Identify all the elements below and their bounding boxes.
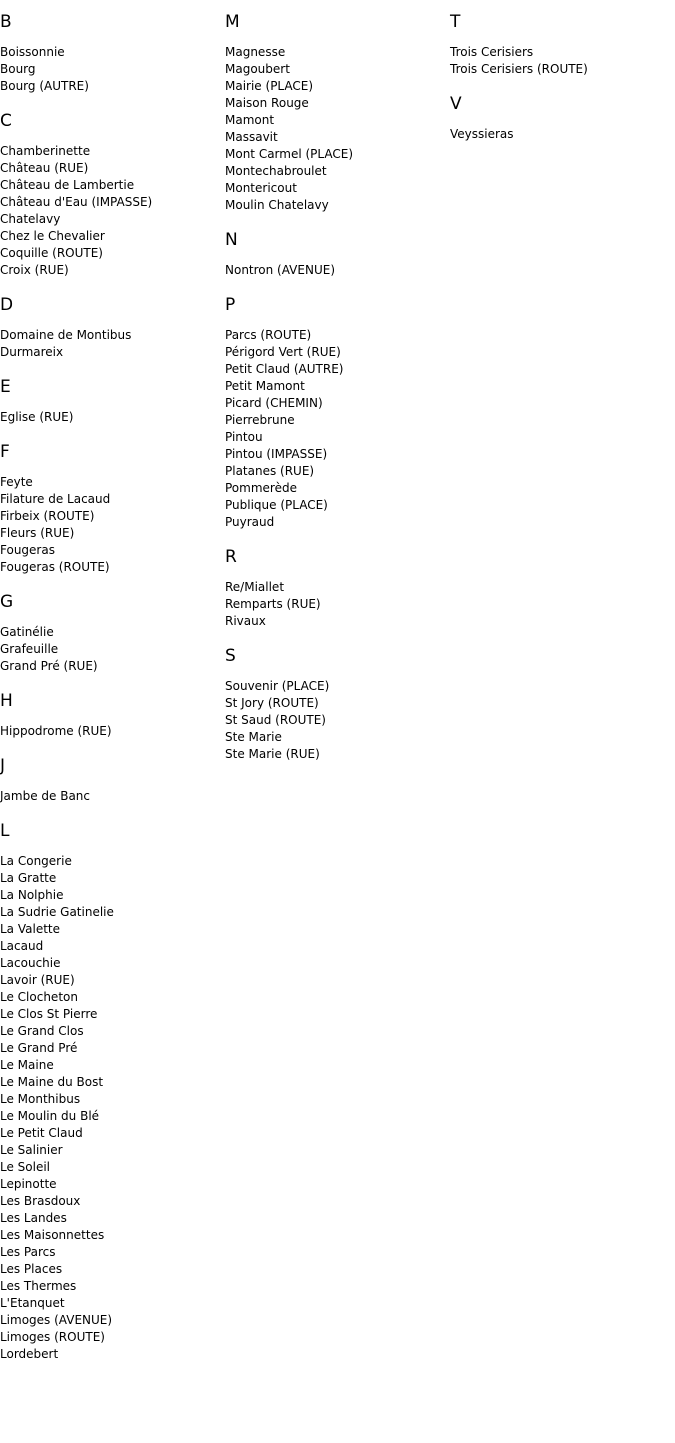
street-item xyxy=(0,474,225,491)
street-list xyxy=(0,474,225,576)
street-item xyxy=(225,112,450,129)
street-item xyxy=(225,163,450,180)
letter-heading: B xyxy=(0,12,12,32)
street-item xyxy=(225,497,450,514)
letter-heading: R xyxy=(225,547,237,567)
street-link-chatelavy[interactable]: Chatelavy xyxy=(0,212,61,226)
street-item xyxy=(225,613,450,630)
street-item xyxy=(225,44,450,61)
street-item xyxy=(0,1006,225,1023)
street-link-maison-rouge[interactable]: Maison Rouge xyxy=(225,96,309,110)
letter-group-c xyxy=(0,109,225,279)
letter-heading: P xyxy=(225,295,236,315)
street-link-le-salinier[interactable]: Le Salinier xyxy=(0,1143,63,1157)
street-item xyxy=(0,1176,225,1193)
street-item xyxy=(0,904,225,921)
street-item xyxy=(0,887,225,904)
street-link-souvenir-place[interactable]: Souvenir (PLACE) xyxy=(225,679,330,693)
street-list xyxy=(225,327,450,531)
street-link-st-saud-route[interactable]: St Saud (ROUTE) xyxy=(225,713,326,727)
street-link-mairie-place[interactable]: Mairie (PLACE) xyxy=(225,79,314,93)
street-link-le-grand-clos[interactable]: Le Grand Clos xyxy=(0,1024,84,1038)
letter-group-d xyxy=(0,293,225,361)
street-link-les-brasdoux[interactable]: Les Brasdoux xyxy=(0,1194,81,1208)
street-link-grafeuille[interactable]: Grafeuille xyxy=(0,642,59,656)
street-link-bourg-autre[interactable]: Bourg (AUTRE) xyxy=(0,79,89,93)
street-list xyxy=(0,44,225,95)
street-link-montechabroulet[interactable]: Montechabroulet xyxy=(225,164,327,178)
street-item xyxy=(225,678,450,695)
letter-heading: S xyxy=(225,646,236,666)
letter-heading: D xyxy=(0,295,14,315)
street-item xyxy=(225,480,450,497)
street-link-hippodrome-rue[interactable]: Hippodrome (RUE) xyxy=(0,724,112,738)
street-item xyxy=(225,429,450,446)
street-list xyxy=(225,579,450,630)
letter-heading: T xyxy=(450,12,461,32)
street-item xyxy=(0,658,225,675)
street-link-les-places[interactable]: Les Places xyxy=(0,1262,63,1276)
street-item xyxy=(225,78,450,95)
street-item xyxy=(225,146,450,163)
street-item xyxy=(0,78,225,95)
letter-group-r xyxy=(225,545,450,630)
letter-heading: C xyxy=(0,111,12,131)
street-item xyxy=(225,695,450,712)
street-item xyxy=(0,525,225,542)
street-item xyxy=(450,126,675,143)
street-link-jambe-de-banc[interactable]: Jambe de Banc xyxy=(0,789,90,803)
street-item xyxy=(0,508,225,525)
street-link-mont-carmel-place[interactable]: Mont Carmel (PLACE) xyxy=(225,147,354,161)
street-link-le-clocheton[interactable]: Le Clocheton xyxy=(0,990,78,1004)
street-item xyxy=(0,1193,225,1210)
street-item xyxy=(225,197,450,214)
street-link-l-etanquet[interactable]: L'Etanquet xyxy=(0,1296,65,1310)
street-item xyxy=(225,712,450,729)
street-link-platanes-rue[interactable]: Platanes (RUE) xyxy=(225,464,315,478)
street-item xyxy=(0,542,225,559)
index-column-2 xyxy=(225,10,450,777)
street-item xyxy=(450,44,675,61)
street-item xyxy=(0,853,225,870)
street-link-chateau-rue[interactable]: Château (RUE) xyxy=(0,161,89,175)
street-link-parcs-route[interactable]: Parcs (ROUTE) xyxy=(225,328,312,342)
street-link-les-landes[interactable]: Les Landes xyxy=(0,1211,67,1225)
street-item xyxy=(0,245,225,262)
street-item xyxy=(225,412,450,429)
street-link-pintou[interactable]: Pintou xyxy=(225,430,263,444)
letter-group-h xyxy=(0,689,225,740)
street-item xyxy=(225,463,450,480)
street-item xyxy=(225,746,450,763)
street-item xyxy=(0,989,225,1006)
street-item xyxy=(450,61,675,78)
street-link-grand-pre-rue[interactable]: Grand Pré (RUE) xyxy=(0,659,98,673)
street-item xyxy=(0,788,225,805)
street-item xyxy=(0,1091,225,1108)
street-item xyxy=(0,1023,225,1040)
street-link-nontron-avenue[interactable]: Nontron (AVENUE) xyxy=(225,263,335,277)
street-link-les-maisonnettes[interactable]: Les Maisonnettes xyxy=(0,1228,105,1242)
letter-heading: L xyxy=(0,821,10,841)
street-link-magoubert[interactable]: Magoubert xyxy=(225,62,290,76)
street-item xyxy=(0,921,225,938)
street-list xyxy=(450,126,675,143)
street-link-pommerede[interactable]: Pommerède xyxy=(225,481,297,495)
letter-group-g xyxy=(0,590,225,675)
street-link-lavoir-rue[interactable]: Lavoir (RUE) xyxy=(0,973,75,987)
street-link-fleurs-rue[interactable]: Fleurs (RUE) xyxy=(0,526,75,540)
street-link-ste-marie-rue[interactable]: Ste Marie (RUE) xyxy=(225,747,320,761)
street-link-feyte[interactable]: Feyte xyxy=(0,475,33,489)
street-link-eglise-rue[interactable]: Eglise (RUE) xyxy=(0,410,74,424)
street-item xyxy=(225,180,450,197)
street-item xyxy=(225,129,450,146)
street-link-le-maine[interactable]: Le Maine xyxy=(0,1058,54,1072)
letter-heading: H xyxy=(0,691,13,711)
street-link-le-soleil[interactable]: Le Soleil xyxy=(0,1160,51,1174)
street-list xyxy=(0,409,225,426)
street-link-la-congerie[interactable]: La Congerie xyxy=(0,854,72,868)
street-link-moulin-chatelavy[interactable]: Moulin Chatelavy xyxy=(225,198,329,212)
street-link-gatinelie[interactable]: Gatinélie xyxy=(0,625,54,639)
street-list xyxy=(0,853,225,1363)
letter-heading: V xyxy=(450,94,462,114)
street-link-le-monthibus[interactable]: Le Monthibus xyxy=(0,1092,81,1106)
street-link-trois-cerisiers-route[interactable]: Trois Cerisiers (ROUTE) xyxy=(450,62,588,76)
street-link-la-nolphie[interactable]: La Nolphie xyxy=(0,888,64,902)
street-item xyxy=(0,1142,225,1159)
street-item xyxy=(0,327,225,344)
street-item xyxy=(0,262,225,279)
letter-heading: G xyxy=(0,592,14,612)
street-link-publique-place[interactable]: Publique (PLACE) xyxy=(225,498,328,512)
street-item xyxy=(0,1057,225,1074)
letter-heading: J xyxy=(0,756,6,776)
street-link-petit-mamont[interactable]: Petit Mamont xyxy=(225,379,305,393)
street-link-re-miallet[interactable]: Re/Miallet xyxy=(225,580,285,594)
street-item xyxy=(0,1125,225,1142)
street-item xyxy=(0,61,225,78)
street-list xyxy=(0,143,225,279)
street-link-fougeras[interactable]: Fougeras xyxy=(0,543,55,557)
street-item xyxy=(0,44,225,61)
letter-group-l xyxy=(0,819,225,1363)
street-link-coquille-route[interactable]: Coquille (ROUTE) xyxy=(0,246,103,260)
street-link-le-moulin-du-ble[interactable]: Le Moulin du Blé xyxy=(0,1109,100,1123)
street-link-magnesse[interactable]: Magnesse xyxy=(225,45,286,59)
letter-group-j xyxy=(0,754,225,805)
letter-group-f xyxy=(0,440,225,576)
street-link-la-gratte[interactable]: La Gratte xyxy=(0,871,57,885)
street-item xyxy=(225,95,450,112)
street-item xyxy=(0,194,225,211)
street-item xyxy=(0,1074,225,1091)
street-item xyxy=(0,1329,225,1346)
street-item xyxy=(0,1040,225,1057)
street-link-fougeras-route[interactable]: Fougeras (ROUTE) xyxy=(0,560,110,574)
street-item xyxy=(0,409,225,426)
street-link-lacouchie[interactable]: Lacouchie xyxy=(0,956,61,970)
street-link-les-thermes[interactable]: Les Thermes xyxy=(0,1279,77,1293)
letter-heading: M xyxy=(225,12,240,32)
street-item xyxy=(0,1295,225,1312)
street-list xyxy=(0,327,225,361)
street-item xyxy=(0,344,225,361)
street-item xyxy=(225,344,450,361)
street-link-ste-marie[interactable]: Ste Marie xyxy=(225,730,282,744)
street-link-le-grand-pre[interactable]: Le Grand Pré xyxy=(0,1041,78,1055)
street-link-le-petit-claud[interactable]: Le Petit Claud xyxy=(0,1126,83,1140)
letter-group-n xyxy=(225,228,450,279)
street-link-durmareix[interactable]: Durmareix xyxy=(0,345,64,359)
street-item xyxy=(225,579,450,596)
street-item xyxy=(0,955,225,972)
street-link-remparts-rue[interactable]: Remparts (RUE) xyxy=(225,597,321,611)
street-link-la-sudrie-gatinelie[interactable]: La Sudrie Gatinelie xyxy=(0,905,114,919)
street-list xyxy=(0,723,225,740)
street-item xyxy=(0,228,225,245)
index-column-1 xyxy=(0,10,225,1377)
street-link-les-parcs[interactable]: Les Parcs xyxy=(0,1245,56,1259)
letter-heading: F xyxy=(0,442,10,462)
street-list xyxy=(225,678,450,763)
street-item xyxy=(225,262,450,279)
letter-group-s xyxy=(225,644,450,763)
letter-group-b xyxy=(0,10,225,95)
street-link-croix-rue[interactable]: Croix (RUE) xyxy=(0,263,69,277)
street-item xyxy=(0,1278,225,1295)
street-link-firbeix-route[interactable]: Firbeix (ROUTE) xyxy=(0,509,95,523)
street-item xyxy=(225,61,450,78)
street-link-petit-claud-autre[interactable]: Petit Claud (AUTRE) xyxy=(225,362,344,376)
street-link-chateau-d-eau-impasse[interactable]: Château d'Eau (IMPASSE) xyxy=(0,195,153,209)
letter-group-m xyxy=(225,10,450,214)
street-link-boissonnie[interactable]: Boissonnie xyxy=(0,45,65,59)
street-item xyxy=(225,327,450,344)
street-item xyxy=(0,491,225,508)
street-link-bourg[interactable]: Bourg xyxy=(0,62,36,76)
street-item xyxy=(225,446,450,463)
letter-group-v xyxy=(450,92,675,143)
street-link-montericout[interactable]: Montericout xyxy=(225,181,297,195)
street-link-picard-chemin[interactable]: Picard (CHEMIN) xyxy=(225,396,323,410)
street-list xyxy=(225,44,450,214)
street-link-mamont[interactable]: Mamont xyxy=(225,113,275,127)
street-item xyxy=(225,378,450,395)
street-link-le-clos-st-pierre[interactable]: Le Clos St Pierre xyxy=(0,1007,98,1021)
street-link-chateau-de-lambertie[interactable]: Château de Lambertie xyxy=(0,178,135,192)
street-link-lepinotte[interactable]: Lepinotte xyxy=(0,1177,57,1191)
street-item xyxy=(0,972,225,989)
street-link-la-valette[interactable]: La Valette xyxy=(0,922,60,936)
street-link-rivaux[interactable]: Rivaux xyxy=(225,614,266,628)
street-item xyxy=(0,1244,225,1261)
letter-group-p xyxy=(225,293,450,531)
street-item xyxy=(0,624,225,641)
street-list xyxy=(450,44,675,78)
street-link-le-maine-du-bost[interactable]: Le Maine du Bost xyxy=(0,1075,104,1089)
street-link-perigord-vert-rue[interactable]: Périgord Vert (RUE) xyxy=(225,345,341,359)
street-link-puyraud[interactable]: Puyraud xyxy=(225,515,275,529)
street-item xyxy=(0,1227,225,1244)
street-link-limoges-route[interactable]: Limoges (ROUTE) xyxy=(0,1330,105,1344)
letter-heading: N xyxy=(225,230,238,250)
street-item xyxy=(0,723,225,740)
street-link-pintou-impasse[interactable]: Pintou (IMPASSE) xyxy=(225,447,328,461)
letter-group-t xyxy=(450,10,675,78)
street-item xyxy=(0,1346,225,1363)
street-item xyxy=(225,729,450,746)
street-item xyxy=(0,870,225,887)
street-item xyxy=(0,1108,225,1125)
street-link-trois-cerisiers[interactable]: Trois Cerisiers xyxy=(450,45,534,59)
street-item xyxy=(0,1159,225,1176)
street-list xyxy=(0,788,225,805)
letter-heading: E xyxy=(0,377,11,397)
street-link-st-jory-route[interactable]: St Jory (ROUTE) xyxy=(225,696,319,710)
street-item xyxy=(0,143,225,160)
street-item xyxy=(0,1210,225,1227)
street-link-domaine-de-montibus[interactable]: Domaine de Montibus xyxy=(0,328,132,342)
street-item xyxy=(0,559,225,576)
street-item xyxy=(0,211,225,228)
street-item xyxy=(0,1312,225,1329)
street-item xyxy=(225,596,450,613)
street-link-chez-le-chevalier[interactable]: Chez le Chevalier xyxy=(0,229,105,243)
street-link-limoges-avenue[interactable]: Limoges (AVENUE) xyxy=(0,1313,113,1327)
street-item xyxy=(0,1261,225,1278)
street-link-lacaud[interactable]: Lacaud xyxy=(0,939,44,953)
street-item xyxy=(0,938,225,955)
street-link-lordebert[interactable]: Lordebert xyxy=(0,1347,59,1361)
letter-group-e xyxy=(0,375,225,426)
street-link-veyssieras[interactable]: Veyssieras xyxy=(450,127,514,141)
street-item xyxy=(0,641,225,658)
street-link-pierrebrune[interactable]: Pierrebrune xyxy=(225,413,295,427)
street-link-massavit[interactable]: Massavit xyxy=(225,130,278,144)
street-item xyxy=(225,514,450,531)
street-link-chamberinette[interactable]: Chamberinette xyxy=(0,144,91,158)
index-column-3 xyxy=(450,10,675,157)
street-list xyxy=(225,262,450,279)
street-link-filature-de-lacaud[interactable]: Filature de Lacaud xyxy=(0,492,111,506)
street-list xyxy=(0,624,225,675)
street-item xyxy=(0,177,225,194)
street-item xyxy=(0,160,225,177)
street-item xyxy=(225,361,450,378)
street-item xyxy=(225,395,450,412)
